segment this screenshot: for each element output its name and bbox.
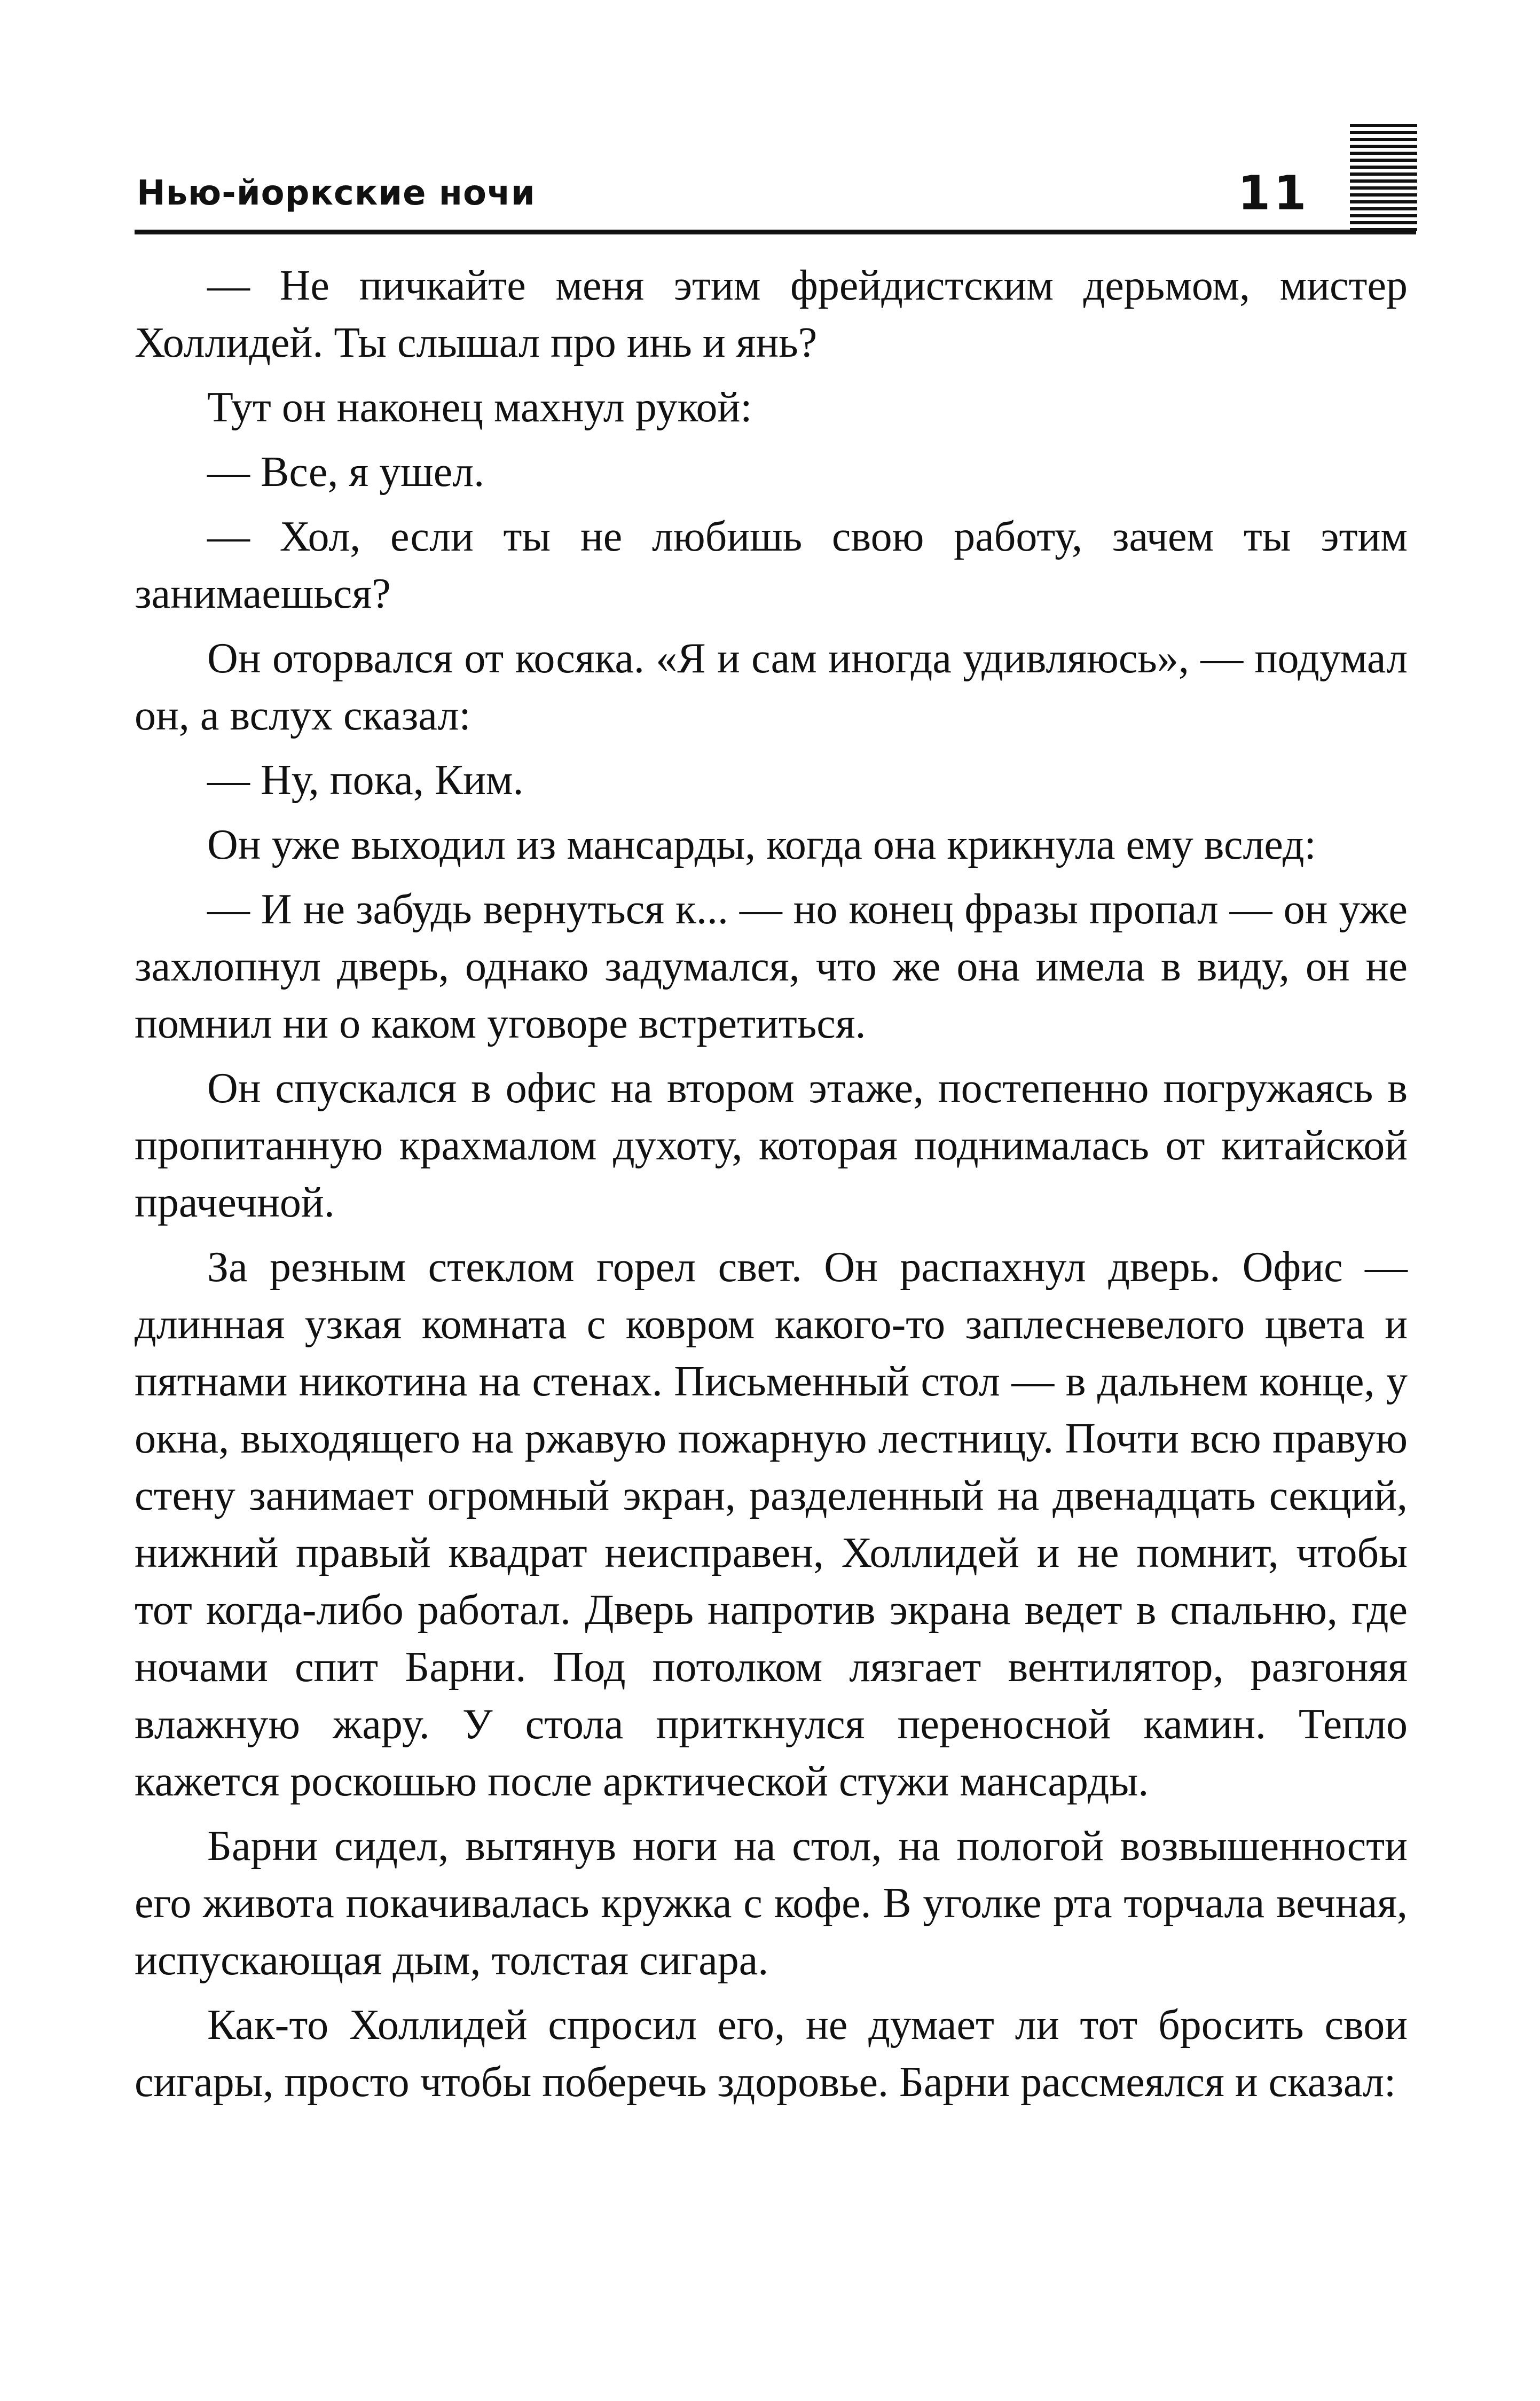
paragraph: — Хол, если ты не любишь свою работу, зачем ты этим занимаешься? bbox=[135, 513, 1408, 617]
paragraph: — И не забудь вернуться к... — но конец фразы пропал — он уже захлопнул дверь, однако задумался, что же она имела в виду, он не помнил ни о каком уговоре встретиться. bbox=[135, 886, 1408, 1047]
paragraph: За резным стеклом горел свет. Он распахнул дверь. Офис — длинная узкая комната с ковром какого-то заплесневелого цвета и пятнами никотина на стенах. Письменный стол — в дальнем конце, у окна, выходящего на ржавую пожарную лестницу. Почти всю правую стену занимает огромный экран, разделенный на двенадцать секций, нижний правый квадрат неисправен, Холлидей и не помнит, чтобы тот когда-либо работал. Дверь напротив экрана ведет в спальню, где ночами спит Барни. Под потолком лязгает вентилятор, разгоняя влажную жару. У стола приткнулся переносной камин. Тепло кажется роскошью после арктической стужи мансарды. bbox=[135, 1244, 1408, 1805]
paragraph: Барни сидел, вытянув ноги на стол, на пологой возвышенности его живота покачивалась кружка с кофе. В уголке рта торчала вечная, испускающая дым, толстая сигара. bbox=[135, 1823, 1408, 1984]
paragraph: Он оторвался от косяка. «Я и сам иногда удивляюсь», — подумал он, а вслух сказал: bbox=[135, 635, 1408, 739]
page-corner-mark-icon bbox=[1350, 124, 1417, 234]
running-title: Нью-йоркские ночи bbox=[137, 174, 536, 213]
paragraph: Как-то Холлидей спросил его, не думает ли тот бросить свои сигары, просто чтобы поберечь здоровье. Барни рассмеялся и сказал: bbox=[135, 2002, 1408, 2106]
page-number: 11 bbox=[1238, 166, 1310, 221]
paragraph: Он спускался в офис на втором этаже, постепенно погружаясь в пропитанную крахмалом духоту, которая поднималась от китайской прачечной. bbox=[135, 1065, 1408, 1226]
body-text bbox=[135, 257, 1408, 2111]
paragraph: — Ну, пока, Ким. bbox=[207, 757, 524, 804]
header-rule bbox=[135, 230, 1416, 234]
paragraph: Тут он наконец махнул рукой: bbox=[207, 384, 752, 431]
paragraph: — Все, я ушел. bbox=[207, 449, 485, 496]
paragraph: Он уже выходил из мансарды, когда она крикнула ему вслед: bbox=[207, 821, 1316, 868]
paragraph: — Не пичкайте меня этим фрейдистским дерьмом, мистер Холлидей. Ты слышал про инь и янь? bbox=[135, 262, 1408, 366]
